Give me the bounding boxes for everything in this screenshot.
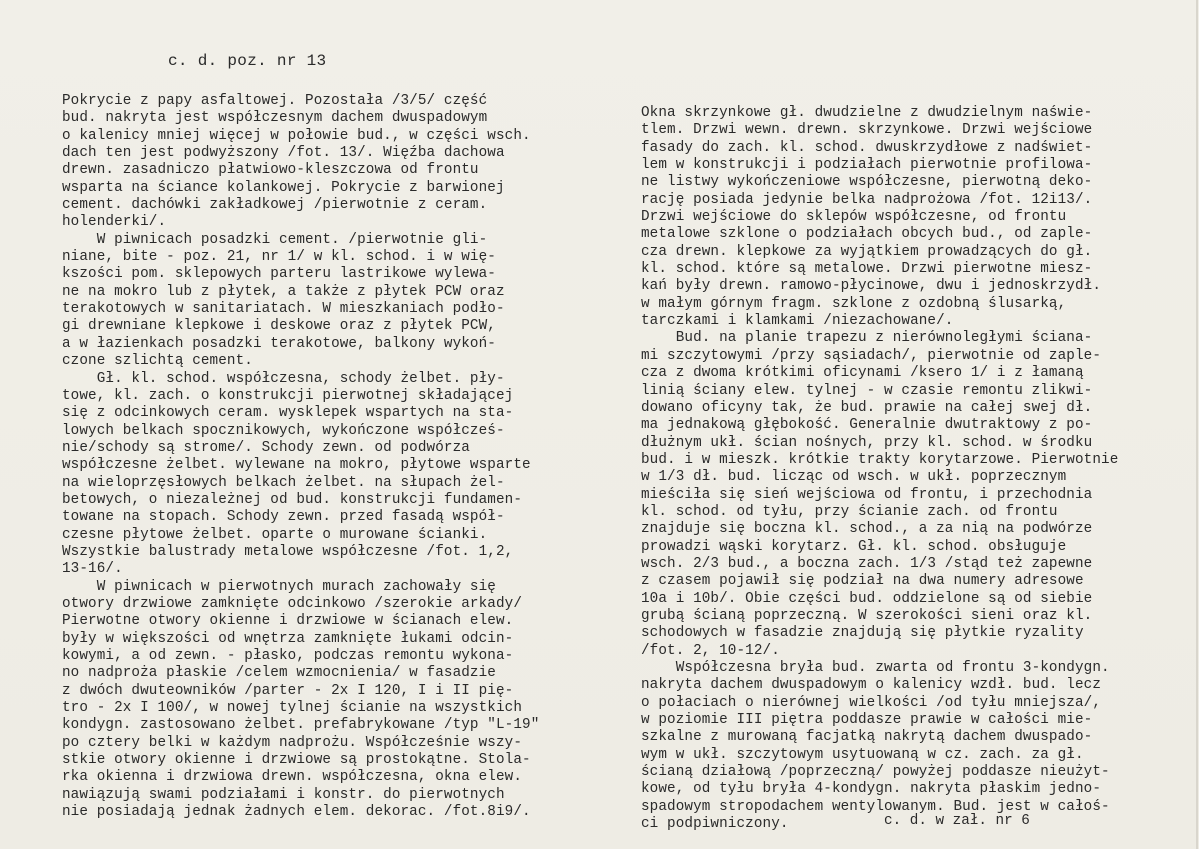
text-line: otwory drzwiowe zamknięte odcinkowo /szerokie arkady/ <box>62 595 523 612</box>
text-line: W piwnicach posadzki cement. /pierwotnie gli- <box>62 231 488 248</box>
text-line: schodowych w fasadzie znajdują się płytkie ryzality <box>641 625 1084 642</box>
text-line: nie/schody są strome/. Schody zewn. od podwórza <box>62 439 470 456</box>
left-text-column <box>62 93 602 821</box>
text-line: /fot. 2, 10-12/. <box>641 642 780 659</box>
text-line: tlem. Drzwi wewn. drewn. skrzynkowe. Drzwi wejściowe <box>641 122 1093 139</box>
text-line: tro - 2x I 100/, w nowej tylnej ścianie na wszystkich <box>62 700 523 717</box>
text-line: rację posiada jedynie belka nadprożowa /fot. 12i13/. <box>641 191 1093 208</box>
text-line: towe, kl. zach. o konstrukcji pierwotnej składającej <box>62 387 514 404</box>
text-line: po cztery belki w każdym nadprożu. Współcześnie wszy- <box>62 734 523 751</box>
text-line: metalowe szklone o podziałach obcych bud., od zaple- <box>641 226 1093 243</box>
text-line: drewn. zasadniczo płatwiowo-kleszczowa od frontu <box>62 162 479 179</box>
text-line: w małym górnym fragm. szklone z ozdobną ślusarką, <box>641 295 1067 312</box>
text-line: fasady do zach. kl. schod. dwuskrzydłowe z nadświet- <box>641 139 1093 156</box>
text-line: betowych, o niezależnej od bud. konstrukcji fundamen- <box>62 491 523 508</box>
text-line: ścianą działową /poprzeczną/ powyżej poddasze nieużyt- <box>641 764 1110 781</box>
text-line: niane, bite - poz. 21, nr 1/ w kl. schod. i w wię- <box>62 249 496 266</box>
text-line: nie posiadają jednak żadnych elem. dekorac. /fot.8i9/. <box>62 804 531 821</box>
text-line: stkie otwory okienne i drzwiowe są prostokątne. Stola- <box>62 752 531 769</box>
text-line: wsparta na ściance kolankowej. Pokrycie z barwionej <box>62 179 505 196</box>
text-line: znajduje się boczna kl. schod., a za nią na podwórze <box>641 521 1093 538</box>
text-line: Okna skrzynkowe gł. dwudzielne z dwudzielnym naświe- <box>641 105 1093 121</box>
text-line: gi drewniane klepkowe i deskowe oraz z płytek PCW, <box>62 318 496 335</box>
page-header: c. d. poz. nr 13 <box>168 52 327 70</box>
text-line: Gł. kl. schod. współczesna, schody żelbet. pły- <box>62 370 505 387</box>
text-line: nakryta dachem dwuspadowym o kalenicy wzdł. bud. lecz <box>641 677 1102 694</box>
text-line: z czasem pojawił się podział na dwa numery adresowe <box>641 573 1084 590</box>
text-line: spadowym stropodachem wentylowanym. Bud. jest w całoś- <box>641 798 1110 815</box>
text-line: mieściła się sień wejściowa od frontu, i przechodnia <box>641 486 1093 503</box>
text-line: linią ściany elew. tylnej - w czasie remontu zlikwi- <box>641 382 1093 399</box>
text-line: kań były drewn. ramowo-płycinowe, dwu i jednoskrzydł. <box>641 278 1102 295</box>
text-line: były w większości od wnętrza zamknięte łukami odcin- <box>62 630 514 647</box>
text-line: kl. schod. od tyłu, przy ścianie zach. od frontu <box>641 503 1058 520</box>
text-line: lowych belkach spocznikowych, wykończone współcześ- <box>62 422 505 439</box>
text-line: czesne płytowe żelbet. oparte o murowane ścianki. <box>62 526 488 543</box>
text-line: Pierwotne otwory okienne i drzwiowe w ścianach elew. <box>62 613 514 630</box>
text-line: a w łazienkach posadzki terakotowe, balkony wykoń- <box>62 335 496 352</box>
text-line: holenderki/. <box>62 214 167 231</box>
text-line: cza drewn. klepkowe za wyjątkiem prowadzących do gł. <box>641 243 1093 260</box>
text-line: się z odcinkowych ceram. wysklepek wspartych na sta- <box>62 405 514 422</box>
text-line: mi szczytowymi /przy sąsiadach/, pierwotnie od zaple- <box>641 347 1102 364</box>
text-line: kowe, od tyłu bryła 4-kondygn. nakryta płaskim jedno- <box>641 781 1102 798</box>
right-text-column <box>641 105 1197 833</box>
continuation-note: c. d. w zał. nr 6 <box>884 813 1030 829</box>
text-line: wym w ukł. szczytowym usytuowaną w cz. zach. za gł. <box>641 746 1084 763</box>
text-line: kszości pom. sklepowych parteru lastrikowe wylewa- <box>62 266 496 283</box>
text-line: W piwnicach w pierwotnych murach zachowały się <box>62 578 496 595</box>
text-line: kowymi, a od zewn. - płasko, podczas remontu wykona- <box>62 648 514 664</box>
text-line: w poziomie III piętra poddasze prawie w całości mie- <box>641 712 1093 729</box>
text-line: lem w konstrukcji i podziałach pierwotnie profilowa- <box>641 157 1093 174</box>
text-line: tarczkami i klamkami /niezachowane/. <box>641 313 954 330</box>
text-line: Wszystkie balustrady metalowe współczesne /fot. 1,2, <box>62 543 514 560</box>
text-line: wsch. 2/3 bud., a boczna zach. 1/3 /stąd też zapewne <box>641 555 1093 572</box>
text-line: Bud. na planie trapezu z nierównoległymi ściana- <box>641 330 1093 347</box>
text-line: ne listwy wykończeniowe współczesne, pierwotną deko- <box>641 174 1093 191</box>
text-line: współczesne żelbet. wylewane na mokro, płytowe wsparte <box>62 457 531 474</box>
text-line: szkalne z murowaną facjatką nakrytą dachem dwuspado- <box>641 729 1093 746</box>
text-line: ma jednakową głębokość. Generalnie dwutraktowy z po- <box>641 417 1093 434</box>
text-line: 10a i 10b/. Obie części bud. oddzielone są od siebie <box>641 590 1093 607</box>
text-line: grubą ścianą poprzeczną. W szerokości sieni oraz kl. <box>641 607 1093 624</box>
text-line: kl. schod. które są metalowe. Drzwi pierwotne miesz- <box>641 261 1093 278</box>
text-line: dowano oficyny tak, że bud. prawie na całej swej dł. <box>641 399 1093 416</box>
text-line: o połaciach o nierównej wielkości /od tyłu mniejsza/, <box>641 694 1102 711</box>
text-line: Pokrycie z papy asfaltowej. Pozostała /3/5/ część <box>62 93 488 109</box>
text-line: rka okienna i drzwiowa drewn. współczesna, okna elew. <box>62 769 523 786</box>
text-line: czone szlichtą cement. <box>62 353 253 370</box>
text-line: nawiązują swami podziałami i konstr. do pierwotnych <box>62 786 505 803</box>
text-line: dach ten jest podwyższony /fot. 13/. Więźba dachowa <box>62 145 505 162</box>
text-line: ne na mokro lub z płytek, a także z płytek PCW oraz <box>62 283 505 300</box>
text-line: terakotowych w sanitariatach. W mieszkaniach podło- <box>62 301 505 318</box>
text-line: ci podpiwniczony. <box>641 816 789 833</box>
text-line: na wieloprzęsłowych belkach żelbet. na słupach żel- <box>62 474 505 491</box>
text-line: bud. i w mieszk. krótkie trakty korytarzowe. Pierwotnie <box>641 451 1119 468</box>
text-line: no nadproża płaskie /celem wzmocnienia/ w fasadzie <box>62 665 496 682</box>
text-line: w 1/3 dł. bud. licząc od wsch. w ukł. poprzecznym <box>641 469 1067 486</box>
text-line: cza z dwoma krótkimi oficynami /ksero 1/ i z łamaną <box>641 365 1084 382</box>
text-line: Współczesna bryła bud. zwarta od frontu 3-kondygn. <box>641 660 1110 676</box>
text-line: Drzwi wejściowe do sklepów współczesne, od frontu <box>641 209 1067 226</box>
text-line: o kalenicy mniej więcej w połowie bud., w części wsch. <box>62 127 531 144</box>
text-line: dłużnym ukł. ścian nośnych, przy kl. schod. w środku <box>641 434 1093 451</box>
text-line: z dwóch dwuteowników /parter - 2x I 120, I i II pię- <box>62 682 514 699</box>
text-line: prowadzi wąski korytarz. Gł. kl. schod. obsługuje <box>641 538 1067 555</box>
text-line: towane na stopach. Schody zewn. przed fasadą współ- <box>62 509 505 526</box>
text-line: cement. dachówki zakładkowej /pierwotnie z ceram. <box>62 197 488 214</box>
text-line: kondygn. zastosowano żelbet. prefabrykowane /typ "L-19" <box>62 717 540 734</box>
text-line: bud. nakryta jest współczesnym dachem dwuspadowym <box>62 110 488 127</box>
text-line: 13-16/. <box>62 561 123 578</box>
